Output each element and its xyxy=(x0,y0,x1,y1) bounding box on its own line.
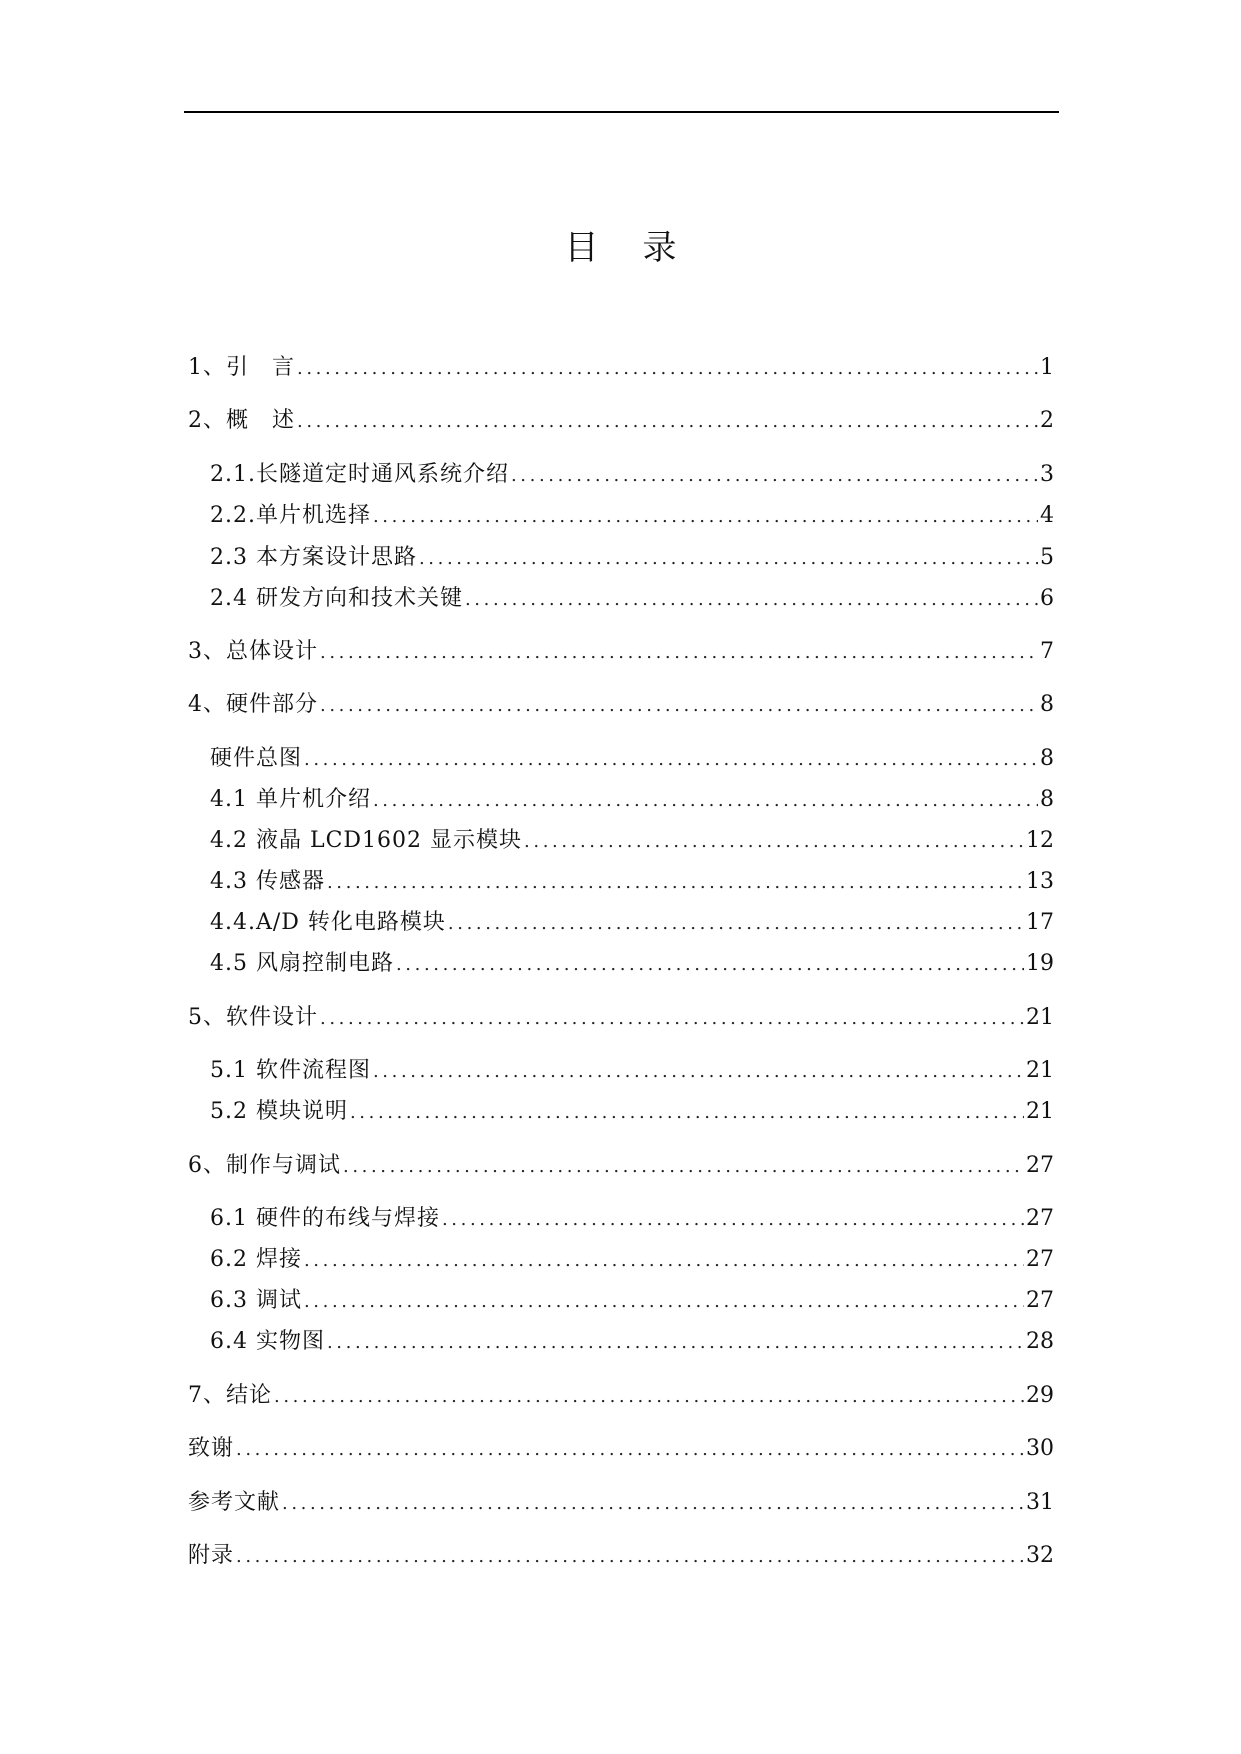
toc-dot-leader xyxy=(297,354,1038,384)
toc-dot-leader xyxy=(304,1287,1024,1317)
toc-entry[interactable] xyxy=(210,584,1054,614)
toc-entry[interactable] xyxy=(210,460,1054,490)
toc-dot-leader xyxy=(320,1004,1024,1034)
toc-dot-leader xyxy=(442,1205,1024,1235)
toc-entry-label: 2.3 本方案设计思路 xyxy=(210,545,417,570)
toc-entry-page-number: 6 xyxy=(1040,586,1054,611)
toc-entry-label: 附录 xyxy=(188,1543,235,1568)
toc-entry[interactable] xyxy=(188,1381,1054,1411)
toc-entry-page-number: 7 xyxy=(1040,639,1054,664)
toc-dot-leader xyxy=(236,1542,1024,1572)
toc-entry-page-number: 30 xyxy=(1026,1436,1054,1461)
toc-entry-label: 6.1 硬件的布线与焊接 xyxy=(210,1206,440,1231)
toc-entry[interactable] xyxy=(188,1541,1054,1571)
toc-entry-label: 5、软件设计 xyxy=(188,1005,318,1030)
toc-entry-label: 6.3 调试 xyxy=(210,1288,302,1313)
table-of-contents xyxy=(188,0,1054,1754)
toc-entry-page-number: 19 xyxy=(1026,951,1054,976)
toc-dot-leader xyxy=(304,1246,1024,1276)
toc-entry-label: 4.1 单片机介绍 xyxy=(210,787,371,812)
toc-entry[interactable] xyxy=(210,1245,1054,1275)
toc-entry-label: 参考文献 xyxy=(188,1490,281,1515)
toc-entry-page-number: 5 xyxy=(1040,545,1054,570)
toc-entry[interactable] xyxy=(188,690,1054,720)
toc-entry-page-number: 17 xyxy=(1026,910,1054,935)
toc-entry-label: 5.2 模块说明 xyxy=(210,1099,348,1124)
toc-entry[interactable] xyxy=(210,785,1054,815)
toc-entry[interactable] xyxy=(188,1434,1054,1464)
toc-entry-page-number: 29 xyxy=(1026,1383,1054,1408)
toc-entry-label: 7、结论 xyxy=(188,1383,272,1408)
toc-entry-page-number: 8 xyxy=(1040,692,1054,717)
toc-dot-leader xyxy=(511,461,1038,491)
toc-entry[interactable] xyxy=(188,1003,1054,1033)
toc-dot-leader xyxy=(396,950,1024,980)
toc-entry-page-number: 28 xyxy=(1026,1329,1054,1354)
toc-entry[interactable] xyxy=(210,1286,1054,1316)
toc-entry[interactable] xyxy=(210,501,1054,531)
toc-entry-page-number: 21 xyxy=(1026,1005,1054,1030)
toc-entry[interactable] xyxy=(210,826,1054,856)
toc-entry-page-number: 2 xyxy=(1040,408,1054,433)
toc-dot-leader xyxy=(419,544,1038,574)
toc-entry[interactable] xyxy=(188,353,1054,383)
toc-entry-label: 2、概 述 xyxy=(188,408,295,433)
toc-dot-leader xyxy=(327,1328,1024,1358)
toc-entry-page-number: 31 xyxy=(1026,1490,1054,1515)
toc-dot-leader xyxy=(236,1435,1024,1465)
toc-dot-leader xyxy=(304,745,1038,775)
toc-dot-leader xyxy=(327,868,1024,898)
toc-entry-page-number: 21 xyxy=(1026,1099,1054,1124)
toc-entry-label: 6、制作与调试 xyxy=(188,1153,341,1178)
toc-dot-leader xyxy=(373,1057,1024,1087)
toc-entry[interactable] xyxy=(210,867,1054,897)
toc-entry-page-number: 8 xyxy=(1040,746,1054,771)
toc-entry[interactable] xyxy=(188,1488,1054,1518)
toc-entry[interactable] xyxy=(210,744,1054,774)
toc-entry-label: 6.2 焊接 xyxy=(210,1247,302,1272)
toc-dot-leader xyxy=(465,585,1038,615)
toc-entry-page-number: 27 xyxy=(1026,1247,1054,1272)
toc-dot-leader xyxy=(297,407,1038,437)
toc-entry-page-number: 32 xyxy=(1026,1543,1054,1568)
toc-entry[interactable] xyxy=(188,406,1054,436)
toc-entry-label: 硬件总图 xyxy=(210,746,303,771)
toc-entry[interactable] xyxy=(210,908,1054,938)
toc-entry-label: 4.5 风扇控制电路 xyxy=(210,951,394,976)
toc-dot-leader xyxy=(320,638,1038,668)
toc-entry-page-number: 4 xyxy=(1040,503,1054,528)
toc-entry-label: 4、硬件部分 xyxy=(188,692,318,717)
toc-entry-page-number: 27 xyxy=(1026,1153,1054,1178)
toc-entry[interactable] xyxy=(210,543,1054,573)
toc-entry[interactable] xyxy=(188,1151,1054,1181)
toc-entry[interactable] xyxy=(210,1204,1054,1234)
toc-entry[interactable] xyxy=(188,637,1054,667)
toc-entry-page-number: 21 xyxy=(1026,1058,1054,1083)
toc-entry-page-number: 27 xyxy=(1026,1288,1054,1313)
toc-entry-label: 4.3 传感器 xyxy=(210,869,325,894)
toc-entry-page-number: 12 xyxy=(1026,828,1054,853)
toc-dot-leader xyxy=(343,1152,1024,1182)
toc-entry-label: 2.1.长隧道定时通风系统介绍 xyxy=(210,462,509,487)
toc-dot-leader xyxy=(274,1382,1024,1412)
toc-dot-leader xyxy=(524,827,1024,857)
toc-entry-page-number: 13 xyxy=(1026,869,1054,894)
toc-entry[interactable] xyxy=(210,1056,1054,1086)
toc-entry-label: 3、总体设计 xyxy=(188,639,318,664)
toc-entry-label: 致谢 xyxy=(188,1436,235,1461)
toc-dot-leader xyxy=(320,691,1038,721)
toc-entry-page-number: 8 xyxy=(1040,787,1054,812)
toc-entry-label: 2.2.单片机选择 xyxy=(210,503,371,528)
toc-entry[interactable] xyxy=(210,1327,1054,1357)
page-title: 目录 xyxy=(564,228,721,268)
toc-entry-label: 4.4.A/D 转化电路模块 xyxy=(210,910,446,935)
toc-entry-label: 5.1 软件流程图 xyxy=(210,1058,371,1083)
toc-dot-leader xyxy=(448,909,1024,939)
toc-entry[interactable] xyxy=(210,1097,1054,1127)
toc-entry-page-number: 3 xyxy=(1040,462,1054,487)
toc-entry-label: 6.4 实物图 xyxy=(210,1329,325,1354)
toc-dot-leader xyxy=(350,1098,1024,1128)
toc-entry-page-number: 27 xyxy=(1026,1206,1054,1231)
toc-entry-page-number: 1 xyxy=(1040,355,1054,380)
toc-entry-label: 2.4 研发方向和技术关键 xyxy=(210,586,463,611)
toc-dot-leader xyxy=(282,1489,1024,1519)
toc-entry-label: 1、引 言 xyxy=(188,355,295,380)
toc-dot-leader xyxy=(373,502,1038,532)
toc-dot-leader xyxy=(373,786,1038,816)
toc-entry[interactable] xyxy=(210,949,1054,979)
toc-entry-label: 4.2 液晶 LCD1602 显示模块 xyxy=(210,828,523,853)
